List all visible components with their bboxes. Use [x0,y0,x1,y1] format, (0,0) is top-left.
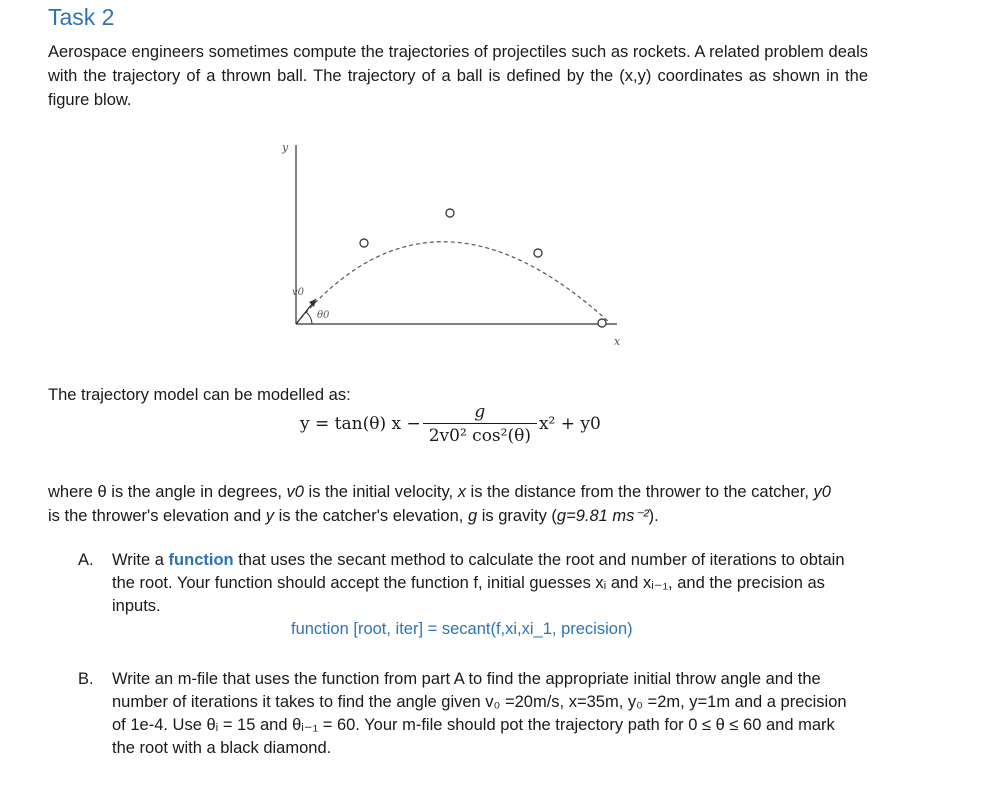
ball-marker [360,239,368,247]
fraction-numerator: g [474,402,486,422]
part-b-text: Write an m-file that uses the function from part A to find the appropriate initial throw angle and the number of iterations it takes to find the angle given v₀ =20m/s, x=35m, y₀ =2m, y=1m and a precision of 1e-4. Use θᵢ = 15 and θᵢ₋₁ = 60. Your m-file should pot the trajectory path for 0 ≤ θ ≤ 60 and mark the root with a black diamond. [112,670,847,757]
equation-fraction [423,402,537,446]
function-keyword: function [168,551,234,569]
model-label: The trajectory model can be modelled as: [48,386,351,404]
part-a-text: Write a function that uses the secant method to calculate the root and number of iterations to obtain the root. Your function should accept the function f, initial guesses xᵢ and xᵢ₋₁, and the precision as inputs. [112,551,845,615]
fraction-denominator: 2v0² cos²(θ) [423,423,537,446]
trajectory-path [296,242,610,324]
x-axis-label: x [614,335,621,348]
trajectory-figure [272,135,632,350]
variable-definitions: where θ is the angle in degrees, v0 is the initial velocity, x is the distance from the thrower to the catcher, y0 is the thrower's elevation and y is the catcher's elevation, g is gravity (g=9.81 ms⁻²). [48,483,831,525]
equation-lhs: y = tan(θ) x − [300,414,421,434]
part-b-letter: B. [78,670,94,688]
part-a [78,549,858,618]
equation-rhs: x² + y0 [538,414,601,434]
part-b [78,668,858,760]
ball-marker [446,209,454,217]
intro-paragraph: Aerospace engineers sometimes compute the trajectories of projectiles such as rockets. A related problem deals with the trajectory of a thrown ball. The trajectory of a ball is defined by the (x,y) coordinates as shown in the figure blow. [48,43,868,109]
trajectory-equation [300,402,601,446]
ball-marker [534,249,542,257]
ball-marker [598,319,606,327]
theta0-label: θ0 [317,310,330,321]
y-axis-label: y [282,141,289,154]
angle-arc [306,312,312,324]
part-a-letter: A. [78,551,94,569]
v0-label: v0 [292,287,305,298]
task-title: Task 2 [48,4,115,30]
function-signature: function [root, iter] = secant(f,xi,xi_1, precision) [291,620,633,638]
